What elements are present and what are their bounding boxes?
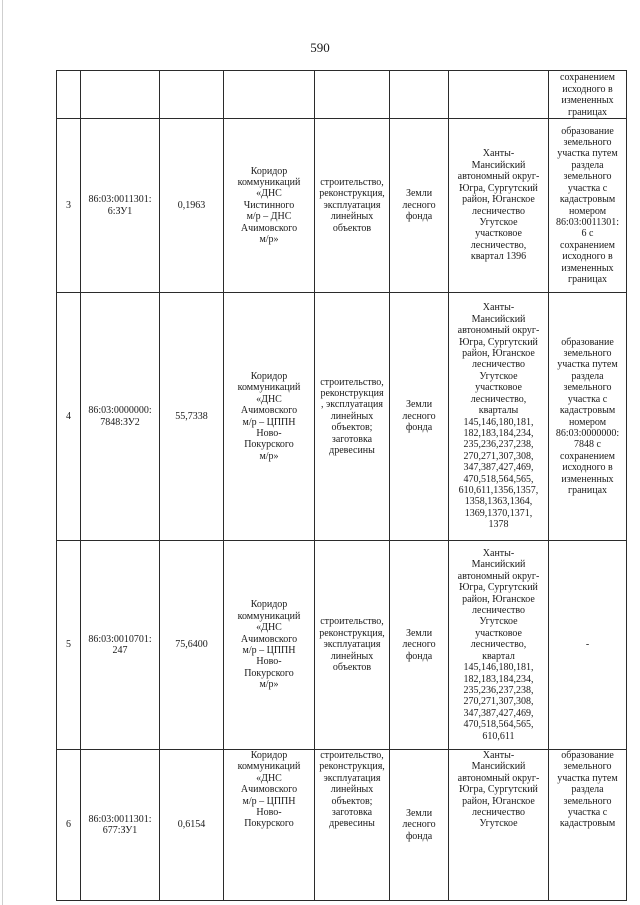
cell-object: Коридор коммуникаций «ДНС Ачимовского м/р – ЦППН Ново- Покурского (224, 750, 315, 901)
cell-location: Ханты- Мансийский автономный округ- Югра, Сургутский район, Юганское лесничество Угутское участковое лесничество, кварталы 145,146,180,181, 182,183,184,234, 235,236,237,238, 270,271,307,308, 347,387,427,469, 470,518,564,565, 610,611,1356,1357, 1358,1363,1364, 1369,1370,1371, 1378 (449, 293, 549, 541)
cell-cadastral: 86:03:0000000: 7848:ЗУ2 (81, 293, 160, 541)
cell-area: 75,6400 (160, 541, 224, 750)
cell-object: Коридор коммуникаций «ДНС Чистинного м/р – ДНС Ачимовского м/р» (224, 119, 315, 293)
cell-category: Земли лесного фонда (390, 293, 449, 541)
cell-category: Земли лесного фонда (390, 541, 449, 750)
cell-cadastral: 86:03:0011301: 677:ЗУ1 (81, 750, 160, 901)
cell-location (449, 71, 549, 119)
cell-object: Коридор коммуникаций «ДНС Ачимовского м/р – ЦППН Ново- Покурского м/р» (224, 541, 315, 750)
cell-note: сохранением исходного в измененных границах (549, 71, 627, 119)
cell-purpose (315, 71, 390, 119)
cell-purpose: строительство, реконструкция, эксплуатация линейных объектов (315, 119, 390, 293)
table-row (57, 119, 627, 293)
cell-area: 0,6154 (160, 750, 224, 901)
cell-category: Земли лесного фонда (390, 750, 449, 901)
cell-purpose: строительство, реконструкция , эксплуатация линейных объектов; заготовка древесины (315, 293, 390, 541)
table-row-continuation (57, 71, 627, 119)
page-binding-edge (2, 0, 3, 905)
table-row (57, 293, 627, 541)
cell-category: Земли лесного фонда (390, 119, 449, 293)
cell-area (160, 71, 224, 119)
cell-location: Ханты- Мансийский автономный округ- Югра, Сургутский район, Юганское лесничество Угутское участковое лесничество, квартал 1396 (449, 119, 549, 293)
table-row (57, 750, 627, 901)
cell-num: 6 (57, 750, 81, 901)
cell-object: Коридор коммуникаций «ДНС Ачимовского м/р – ЦППН Ново- Покурского м/р» (224, 293, 315, 541)
cell-category (390, 71, 449, 119)
cell-note: образование земельного участка путем раздела земельного участка с кадастровым номером 86:03:0011301: 6 с сохранением исходного в измененных границах (549, 119, 627, 293)
cell-num: 5 (57, 541, 81, 750)
cell-location: Ханты- Мансийский автономный округ- Югра, Сургутский район, Юганское лесничество Угутское участковое лесничество, квартал 145,146,180,181, 182,183,184,234, 235,236,237,238, 270,271,307,308, 347,387,427,469, 470,518,564,565, 610,611 (449, 541, 549, 750)
cell-purpose: строительство, реконструкция, эксплуатация линейных объектов (315, 541, 390, 750)
cell-num: 4 (57, 293, 81, 541)
cell-location: Ханты- Мансийский автономный округ- Югра, Сургутский район, Юганское лесничество Угутское (449, 750, 549, 901)
cell-cadastral (81, 71, 160, 119)
cell-cadastral: 86:03:0010701: 247 (81, 541, 160, 750)
land-plots-table (56, 70, 627, 901)
cell-area: 55,7338 (160, 293, 224, 541)
cell-cadastral: 86:03:0011301: 6:ЗУ1 (81, 119, 160, 293)
cell-note: - (549, 541, 627, 750)
table-row (57, 541, 627, 750)
cell-object (224, 71, 315, 119)
cell-num (57, 71, 81, 119)
page-number: 590 (310, 40, 330, 55)
cell-note: образование земельного участка путем раздела земельного участка с кадастровым номером 86:03:0000000: 7848 с сохранением исходного в измененных границах (549, 293, 627, 541)
cell-purpose: строительство, реконструкция, эксплуатация линейных объектов; заготовка древесины (315, 750, 390, 901)
cell-num: 3 (57, 119, 81, 293)
cell-note: образование земельного участка путем раздела земельного участка с кадастровым (549, 750, 627, 901)
cell-area: 0,1963 (160, 119, 224, 293)
